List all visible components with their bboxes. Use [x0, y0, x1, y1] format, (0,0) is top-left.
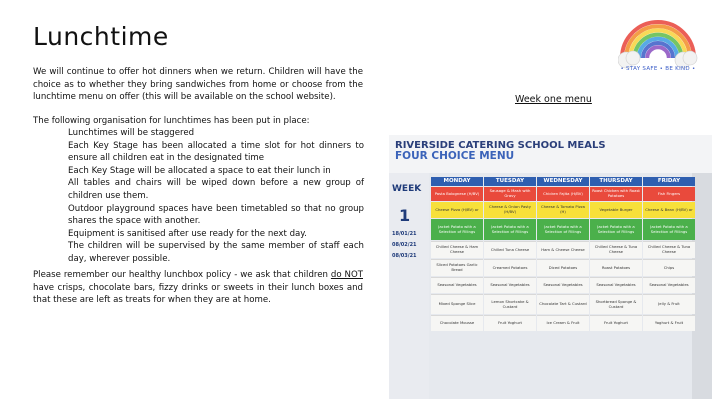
- week-menu-label: Week one menu: [515, 94, 592, 105]
- menu-day-header: WEDNESDAY: [537, 177, 589, 186]
- menu-title-line1: RIVERSIDE CATERING SCHOOL MEALS: [395, 140, 606, 151]
- logo-slogan: • STAY SAFE • BE KIND •: [620, 66, 696, 72]
- menu-day-header: THURSDAY: [590, 177, 642, 186]
- menu-day-header: FRIDAY: [643, 177, 695, 186]
- menu-edge: [692, 173, 712, 399]
- menu-title: [395, 140, 606, 162]
- menu-cell: Ice Cream & Fruit: [537, 315, 589, 331]
- menu-cell: Cheese & Onion Pasty (H/BV): [484, 202, 536, 218]
- menu-cell: Fruit Yoghurt: [484, 315, 536, 331]
- menu-title-line2: FOUR CHOICE MENU: [395, 150, 515, 162]
- organisation-item: Lunchtimes will be staggered: [68, 128, 195, 138]
- menu-day-header: MONDAY: [431, 177, 483, 186]
- intro-paragraph: We will continue to offer hot dinners when we return. Children will have the choice as to whether they bring sandwiches from home or choose from the lunchtime menu on offer (this will be available on the school website).: [33, 67, 363, 103]
- menu-cell: Seasonal Vegetables: [643, 277, 695, 293]
- menu-week-word: WEEK: [392, 184, 422, 194]
- organisation-item: Each Key Stage has been allocated a time slot for hot dinners to ensure all children eat in the designated time: [68, 140, 364, 164]
- menu-date: 08/02/21: [392, 242, 417, 248]
- menu-cell: Vegetable Burger: [590, 202, 642, 218]
- menu-cell: Chilled Tuna Cheese: [484, 241, 536, 258]
- menu-cell: Fish Fingers: [643, 187, 695, 201]
- menu-cell: Jacket Potato with a Selection of Fillings: [484, 219, 536, 240]
- menu-cell: Seasonal Vegetables: [537, 277, 589, 293]
- menu-cell: Chips: [643, 259, 695, 276]
- organisation-list: [68, 127, 364, 266]
- cloud-shape: [683, 51, 697, 65]
- menu-cell: Creamed Potatoes: [484, 259, 536, 276]
- cloud-shape: [626, 51, 640, 65]
- rainbow-logo: [618, 8, 698, 84]
- menu-cell: Chilled Cheese & Ham Cheese: [431, 241, 483, 258]
- organisation-item: Outdoor playground spaces have been timetabled so that no group shares the space with another.: [68, 203, 364, 227]
- menu-cell: Chocolate Mousse: [431, 315, 483, 331]
- organisation-heading: The following organisation for lunchtimes has been put in place:: [33, 116, 310, 126]
- policy-text-before: Please remember our healthy lunchbox policy - we ask that children: [33, 270, 331, 280]
- menu-cell: Seasonal Vegetables: [484, 277, 536, 293]
- menu-dates: [392, 229, 417, 262]
- page-title: Lunchtime: [33, 22, 169, 51]
- lunch-menu-image: [389, 135, 712, 399]
- organisation-item: Each Key Stage will be allocated a space to eat their lunch in: [68, 165, 331, 176]
- menu-cell: Chicken Fajita (H/BV): [537, 187, 589, 201]
- lunchbox-policy: [33, 269, 363, 307]
- organisation-item: The children will be supervised by the same member of staff each day, wherever possible.: [68, 241, 364, 264]
- menu-cell: Chilled Cheese & Tuna Cheese: [643, 241, 695, 258]
- menu-cell: Sliced Potatoes Garlic Bread: [431, 259, 483, 276]
- menu-week-number: 1: [399, 206, 411, 225]
- menu-cell: Ham & Cheese Cheese: [537, 241, 589, 258]
- menu-date: 08/03/21: [392, 253, 417, 259]
- menu-cell: Cheese & Bean (H/BV) or: [643, 202, 695, 218]
- menu-date: 18/01/21: [392, 231, 417, 237]
- menu-cell: Jacket Potato with a Selection of Fillings: [643, 219, 695, 240]
- policy-text-after: have crisps, chocolate bars, fizzy drinks or sweets in their lunch boxes and that these are left as treats for when they are at home.: [33, 282, 363, 306]
- menu-cell: Jelly & Fruit: [643, 294, 695, 314]
- organisation-item: Equipment is sanitised after use ready for the next day.: [68, 228, 307, 239]
- menu-cell: Chilled Cheese & Tuna Cheese: [590, 241, 642, 258]
- menu-cell: Sausage & Mash with Gravy: [484, 187, 536, 201]
- menu-cell: Cheese Pizza (H/BV) or: [431, 202, 483, 218]
- menu-cell: Mixed Sponge Slice: [431, 294, 483, 314]
- menu-cell: Seasonal Vegetables: [590, 277, 642, 293]
- menu-cell: Lemon Shortcake & Custard: [484, 294, 536, 314]
- menu-cell: Diced Potatoes: [537, 259, 589, 276]
- rainbow-arc: [647, 47, 669, 58]
- menu-cell: Jacket Potato with a Selection of Fillings: [431, 219, 483, 240]
- menu-cell: Shortbread Sponge & Custard: [590, 294, 642, 314]
- menu-cell: Jacket Potato with a Selection of Fillings: [537, 219, 589, 240]
- menu-cell: Seasonal Vegetables: [431, 277, 483, 293]
- organisation-item: All tables and chairs will be wiped down before a new group of children use them.: [68, 178, 364, 201]
- menu-cell: Roast Chicken with Roast Potatoes: [590, 187, 642, 201]
- menu-cell: Fruit Yoghurt: [590, 315, 642, 331]
- menu-day-header: TUESDAY: [484, 177, 536, 186]
- menu-cell: Pasta Bolognese (H/BV): [431, 187, 483, 201]
- menu-cell: Chocolate Tart & Custard: [537, 294, 589, 314]
- policy-highlight: do NOT: [330, 270, 363, 280]
- menu-cell: Roast Potatoes: [590, 259, 642, 276]
- menu-cell: Yoghurt & Fruit: [643, 315, 695, 331]
- menu-cell: Jacket Potato with a Selection of Fillings: [590, 219, 642, 240]
- menu-cell: Cheese & Tomato Pizza (H): [537, 202, 589, 218]
